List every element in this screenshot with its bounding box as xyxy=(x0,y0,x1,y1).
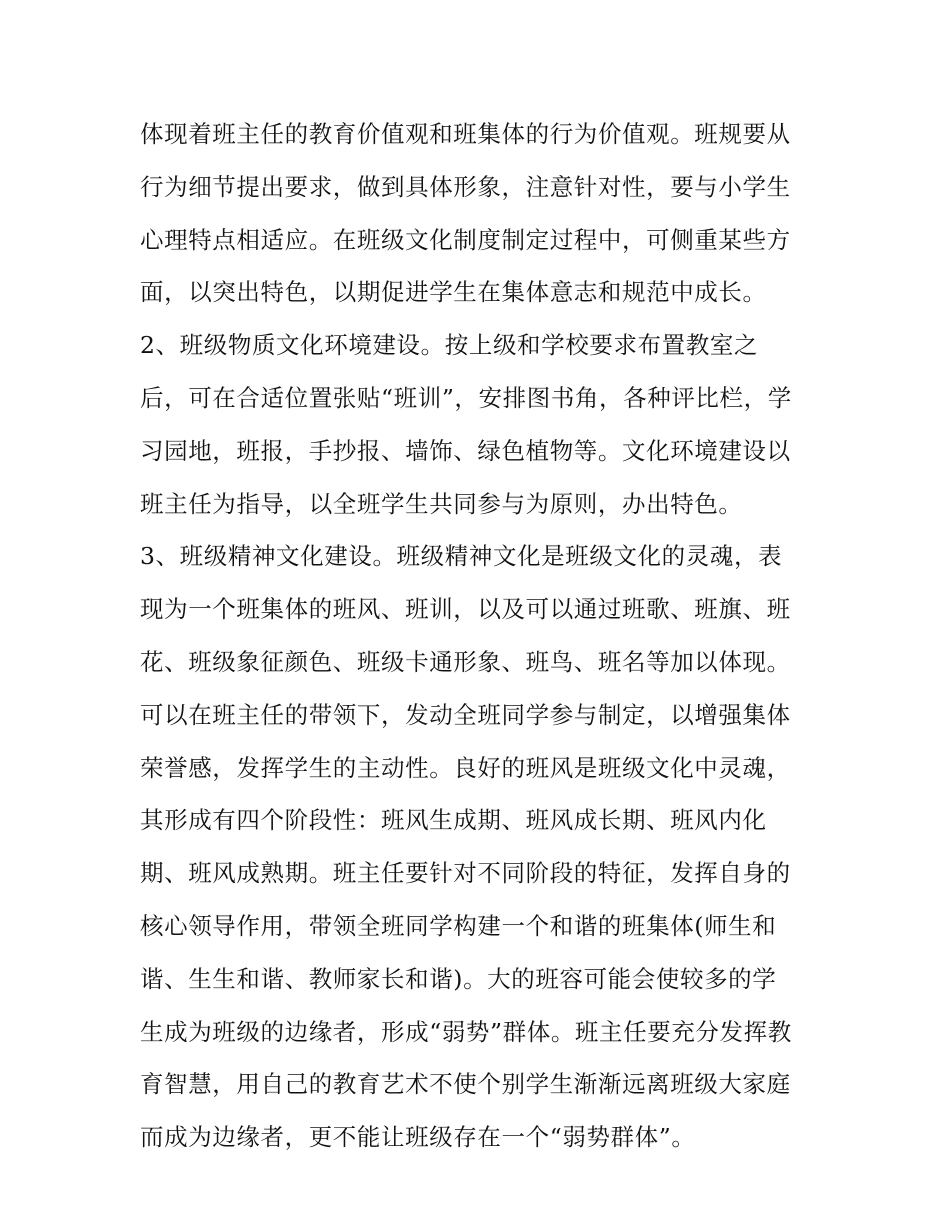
text-line: 面，以突出特色，以期促进学生在集体意志和规范中成长。 xyxy=(140,278,767,307)
text-line: 行为细节提出要求，做到具体形象，注意针对性，要与小学生 xyxy=(140,172,791,201)
text-line: 而成为边缘者，更不能让班级存在一个“弱势群体”。 xyxy=(140,1123,696,1152)
text-line: 其形成有四个阶段性：班风生成期、班风成长期、班风内化 xyxy=(140,806,767,835)
text-line: 后，可在合适位置张贴“班训”，安排图书角，各种评比栏，学 xyxy=(140,383,792,412)
text-line: 习园地，班报，手抄报、墙饰、绿色植物等。文化环境建设以 xyxy=(140,436,791,465)
text-line: 班主任为指导，以全班学生共同参与为原则，办出特色。 xyxy=(140,489,743,518)
text-line: 期、班风成熟期。班主任要针对不同阶段的特征，发挥自身的 xyxy=(140,859,791,888)
text-line: 3、班级精神文化建设。班级精神文化是班级文化的灵魂，表 xyxy=(140,542,783,571)
text-line: 心理特点相适应。在班级文化制度制定过程中，可侧重某些方 xyxy=(140,225,791,254)
text-line: 可以在班主任的带领下，发动全班同学参与制定，以增强集体 xyxy=(140,700,791,729)
text-line: 花、班级象征颜色、班级卡通形象、班鸟、班名等加以体现。 xyxy=(140,647,791,676)
text-line: 谐、生生和谐、教师家长和谐)。大的班容可能会使较多的学 xyxy=(140,964,777,993)
text-line: 生成为班级的边缘者，形成“弱势”群体。班主任要充分发挥教 xyxy=(140,1017,792,1046)
text-line: 体现着班主任的教育价值观和班集体的行为价值观。班规要从 xyxy=(140,120,791,148)
text-line: 现为一个班集体的班风、班训，以及可以通过班歌、班旗、班 xyxy=(140,595,791,624)
text-line: 荣誉感，发挥学生的主动性。良好的班风是班级文化中灵魂， xyxy=(140,753,791,782)
text-line: 2、班级物质文化环境建设。按上级和学校要求布置教室之 xyxy=(140,331,759,360)
text-line: 核心领导作用，带领全班同学构建一个和谐的班集体(师生和 xyxy=(140,911,777,940)
body-text xyxy=(140,108,820,1164)
text-line: 育智慧，用自己的教育艺术不使个别学生渐渐远离班级大家庭 xyxy=(140,1070,791,1099)
